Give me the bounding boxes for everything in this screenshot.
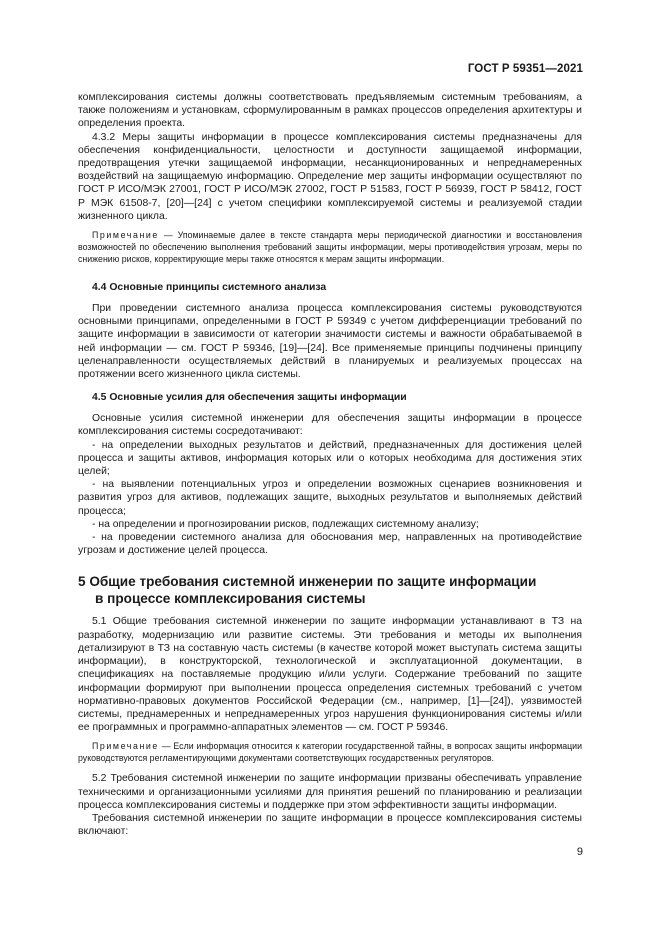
section-4-4-heading: 4.4 Основные принципы системного анализа — [92, 282, 327, 294]
paragraph-5-1: 5.1 Общие требования системной инженерии по защите информации устанавливают в ТЗ на разработку, модернизацию или развитие системы. Эти требования и методы их выполнения детализируют в ТЗ на составную часть системы (в качестве которой может выступать система защиты информации), в конструкторской, технологической и эксплуатационной документации, в спецификациях на поставляемые продукцию и/или услуги. Содержание требований по защите информации формируют при выполнении процесса определения системных требований с учетом нормативно-правовых документов Российской Федерации (см., например, [1]—[24]), уязвимостей системы, преднамеренных и непреднамеренных угроз нарушения функционирования системы и/или ее программных и программно-аппаратных элементов — см. ГОСТ Р 59346. — [78, 616, 582, 734]
note-1-text: — Упоминаемые далее в тексте стандарта меры периодической диагностики и восстановления возможностей по обеспечению выполнения требований защиты информации, меры противодействия угрозам, меры по снижению рисков, корректирующие меры также относятся к мерам защиты информации. — [78, 230, 582, 265]
section-5-heading-line-2: в процессе комплексирования системы — [95, 591, 366, 607]
standard-header: ГОСТ Р 59351—2021 — [467, 63, 583, 75]
list-item: - на проведении системного анализа для обоснования мер, направленных на противодействие угрозам и достижение целей процесса. — [78, 532, 582, 557]
list-item: - на выявлении потенциальных угроз и определении возможных сценариев возникновения и развития угроз для активов, подлежащих защите, выходных результатов и выполняемых действий процесса; — [78, 479, 582, 517]
section-4-5-heading: 4.5 Основные усилия для обеспечения защиты информации — [92, 392, 407, 404]
note-1 — [78, 229, 582, 265]
section-5-heading — [78, 573, 582, 607]
paragraph-4-4: При проведении системного анализа процесса комплексирования системы руководствуются основными принципами, определенными в ГОСТ Р 59349 с учетом дифференциации требований по защите информации в зависимости от категории значимости системы и важности обрабатываемой в ней информации — см. ГОСТ Р 59346, [19]—[24]. Все применяемые принципы подчинены принципу целенаправленности осуществляемых действий в планируемых и реализуемых процессах на протяжении всего жизненного цикла системы. — [78, 303, 582, 381]
page-body — [78, 91, 582, 838]
paragraph-continuation: комплексирования системы должны соответствовать предъявляемым системным требованиям, а также положениям и установкам, сформулированным в рамках процессов определения архитектуры и определения проекта. — [78, 92, 582, 130]
paragraph-5-2-cont: Требования системной инженерии по защите информации в процессе комплексирования системы включают: — [78, 812, 582, 838]
paragraph-4-5: Основные усилия системной инженерии для обеспечения защиты информации в процессе комплексирования системы сосредотачивают: — [78, 413, 582, 438]
note-1-label: Примечание — [92, 230, 159, 241]
paragraph-4-3-2: 4.3.2 Меры защиты информации в процессе комплексирования системы предназначены для обеспечения конфиденциальности, целостности и доступности защищаемой информации, предотвращения утечки защищаемой информации, несанкционированных и непреднамеренных воздействий на защищаемую информацию. Определение мер защиты информации осуществляют по ГОСТ Р ИСО/МЭК 27001, ГОСТ Р ИСО/МЭК 27002, ГОСТ Р 51583, ГОСТ Р 56939, ГОСТ Р 58412, ГОСТ Р МЭК 61508-7, [20]—[24] с учетом специфики комплексируемой системы и реализуемой стадии жизненного цикла. — [78, 131, 582, 222]
paragraph-5-2: 5.2 Требования системной инженерии по защите информации призваны обеспечивать управление техническими и организационными усилиями для принятия решений по планированию и реализации процесса комплексирования системы и поддержке при этом эффективности защиты информации. — [78, 773, 582, 811]
page-number: 9 — [576, 846, 583, 858]
list-item: - на определении выходных результатов и действий, предназначенных для достижения целей процесса и защиты активов, информация которых или о которых необходима для достижения этих целей; — [78, 439, 582, 478]
section-5-heading-line-1: 5 Общие требования системной инженерии по защите информации — [78, 574, 537, 590]
note-2-label: Примечание — [92, 741, 159, 752]
note-2 — [78, 740, 582, 764]
note-2-text: — Если информация относится к категории государственной тайны, в вопросах защиты информации руководствуются регламентирующими документами соответствующих государственных регуляторов. — [78, 741, 582, 764]
list-item: - на определении и прогнозировании рисков, подлежащих системному анализу; — [92, 518, 479, 530]
